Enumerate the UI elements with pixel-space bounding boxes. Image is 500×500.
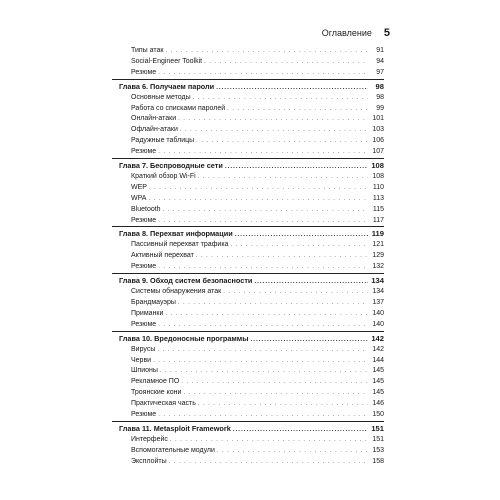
- running-header: [112, 27, 390, 39]
- toc-page-number: 110: [372, 183, 384, 191]
- toc-page-number: 140: [372, 309, 384, 317]
- toc-entry-row[interactable]: [112, 309, 384, 320]
- dot-leader: [158, 68, 368, 79]
- toc-entry-row[interactable]: [112, 345, 384, 356]
- toc-page-number: 134: [371, 276, 384, 286]
- dot-leader: [158, 147, 368, 158]
- toc-entry-row[interactable]: [112, 366, 384, 377]
- toc-entry-row[interactable]: [112, 388, 384, 399]
- table-of-contents: [112, 46, 384, 468]
- dot-leader: [196, 251, 368, 262]
- toc-entry-row[interactable]: [112, 194, 384, 205]
- toc-entry-title: Онлайн-атаки: [131, 115, 177, 123]
- toc-entry-title: Резюме: [131, 411, 157, 419]
- toc-entry-title: Эксплойты: [131, 457, 167, 465]
- toc-entry-title: Радужные таблицы: [131, 137, 195, 145]
- toc-page-number: 142: [372, 345, 384, 353]
- toc-entry-row[interactable]: [112, 147, 384, 158]
- dot-leader: [181, 377, 368, 388]
- toc-entry-title: Social-Engineer Toolkit: [131, 57, 203, 65]
- toc-chapter-row[interactable]: [112, 159, 384, 172]
- dot-leader: [157, 345, 368, 356]
- toc-chapter-row[interactable]: [112, 422, 384, 435]
- toc-page-number: 150: [372, 411, 384, 419]
- toc-entry-row[interactable]: [112, 68, 384, 79]
- toc-entry-title: Рекламное ПО: [131, 378, 180, 386]
- toc-entry-row[interactable]: [112, 446, 384, 457]
- toc-chapter-row[interactable]: [112, 80, 384, 93]
- toc-chapter-title: Глава 8. Перехват информации: [119, 229, 233, 239]
- toc-page-number: 115: [372, 205, 384, 213]
- dot-leader: [204, 57, 368, 68]
- toc-entry-title: Работа со списками паролей: [131, 104, 226, 112]
- dot-leader: [198, 399, 368, 410]
- toc-page-number: 113: [372, 194, 384, 202]
- toc-page-number: 145: [372, 367, 384, 375]
- toc-chapter-row[interactable]: [112, 274, 384, 287]
- dot-leader: [230, 240, 368, 251]
- toc-entry-title: Вирусы: [131, 345, 156, 353]
- running-header-title: Оглавление: [321, 28, 372, 38]
- toc-page-number: 98: [376, 93, 384, 101]
- dot-leader: [158, 216, 368, 227]
- toc-page-number: 117: [372, 216, 384, 224]
- toc-entry-row[interactable]: [112, 399, 384, 410]
- dot-leader: [198, 172, 368, 183]
- toc-entry-row[interactable]: [112, 57, 384, 68]
- toc-page-number: 121: [372, 241, 384, 249]
- dot-leader: [196, 136, 368, 147]
- dot-leader: [169, 457, 368, 468]
- dot-leader: [153, 356, 368, 367]
- dot-leader: [149, 183, 368, 194]
- toc-page-number: 129: [372, 252, 384, 260]
- toc-entry-title: Офлайн-атаки: [131, 126, 178, 134]
- dot-leader: [163, 205, 368, 216]
- toc-entry-row[interactable]: [112, 183, 384, 194]
- toc-page-number: 134: [372, 288, 384, 296]
- toc-chapter-title: Глава 7. Беспроводные сети: [119, 161, 223, 171]
- toc-page-number: 145: [372, 378, 384, 386]
- toc-page-number: 106: [372, 137, 384, 145]
- toc-page-number: 158: [372, 457, 384, 465]
- dot-leader: [148, 194, 368, 205]
- toc-page-number: 91: [376, 47, 384, 54]
- toc-entry-title: Шпионы: [131, 367, 158, 375]
- toc-entry-row[interactable]: [112, 262, 384, 273]
- dot-leader: [193, 93, 368, 104]
- toc-page-number: 151: [371, 423, 384, 433]
- toc-entry-row[interactable]: [112, 205, 384, 216]
- toc-entry-title: Резюме: [131, 148, 157, 156]
- dot-leader: [180, 125, 368, 136]
- toc-entry-title: Основные методы: [131, 93, 191, 101]
- toc-page-number: 97: [376, 68, 384, 76]
- toc-entry-title: Системы обнаружения атак: [131, 288, 222, 296]
- page-number: 5: [383, 27, 390, 39]
- toc-entry-title: Bluetooth: [131, 205, 161, 213]
- toc-entry-row[interactable]: [112, 104, 384, 115]
- toc-page-number: 119: [371, 229, 384, 239]
- toc-page-number: 153: [372, 446, 384, 454]
- toc-entry-title: Вспомогательные модули: [131, 446, 215, 454]
- toc-entry-row[interactable]: [112, 251, 384, 262]
- toc-entry-title: Троянские кони: [131, 389, 182, 397]
- toc-entry-row[interactable]: [112, 377, 384, 388]
- toc-entry-row[interactable]: [112, 356, 384, 367]
- toc-page-number: 140: [372, 320, 384, 328]
- toc-page-number: 98: [375, 81, 384, 91]
- toc-entry-row[interactable]: [112, 287, 384, 298]
- toc-chapter-title: Глава 9. Обход систем безопасности: [119, 276, 253, 286]
- toc-chapter-title: Глава 11. Metasploit Framework: [119, 423, 231, 433]
- toc-entry-title: Брандмауэры: [131, 299, 176, 307]
- toc-entry-title: Интерфейс: [131, 435, 168, 443]
- dot-leader: [165, 309, 368, 320]
- dot-leader: [227, 104, 368, 115]
- toc-entry-title: Резюме: [131, 216, 157, 224]
- toc-entry-row[interactable]: [112, 114, 384, 125]
- toc-entry-row[interactable]: [112, 410, 384, 421]
- toc-page-number: 99: [376, 104, 384, 112]
- toc-entry-row[interactable]: [112, 125, 384, 136]
- toc-page-number: 145: [372, 389, 384, 397]
- toc-entry-row[interactable]: [112, 136, 384, 147]
- toc-entry-row[interactable]: [112, 435, 384, 446]
- toc-page-number: 151: [372, 435, 384, 443]
- toc-entry-title: Черви: [131, 356, 152, 364]
- toc-page-number: 108: [371, 161, 384, 171]
- dot-leader: [223, 287, 368, 298]
- toc-entry-title: Приманки: [131, 309, 164, 317]
- toc-entry-title: Резюме: [131, 320, 157, 328]
- toc-entry-row[interactable]: [112, 216, 384, 227]
- toc-page-number: 108: [372, 173, 384, 181]
- toc-page-number: 101: [372, 115, 384, 123]
- toc-entry-title: Пассивный перехват трафика: [131, 241, 229, 249]
- toc-entry-row[interactable]: [112, 172, 384, 183]
- dot-leader: [178, 298, 368, 309]
- toc-page-number: 103: [372, 126, 384, 134]
- toc-chapter-title: Глава 10. Вредоносные программы: [119, 333, 249, 343]
- toc-entry-row[interactable]: [112, 93, 384, 104]
- toc-page-number: 146: [372, 400, 384, 408]
- toc-entry-title: Типы атак: [131, 47, 164, 54]
- toc-page-number: 132: [372, 263, 384, 271]
- toc-entry-title: WEP: [131, 183, 147, 191]
- dot-leader: [158, 262, 368, 273]
- toc-page-number: 107: [372, 148, 384, 156]
- dot-leader: [158, 320, 368, 331]
- dot-leader: [170, 435, 368, 446]
- toc-entry-title: Резюме: [131, 263, 157, 271]
- dot-leader: [178, 114, 368, 125]
- dot-leader: [217, 446, 368, 457]
- dot-leader: [160, 366, 368, 377]
- toc-entry-row[interactable]: [112, 298, 384, 309]
- toc-page-number: 142: [371, 333, 384, 343]
- toc-page-number: 94: [376, 57, 384, 65]
- toc-entry-row[interactable]: [112, 320, 384, 331]
- toc-page-number: 144: [372, 356, 384, 364]
- toc-chapter-row[interactable]: [112, 227, 384, 240]
- toc-entry-row[interactable]: [112, 240, 384, 251]
- toc-entry-title: Краткий обзор Wi-Fi: [131, 173, 196, 181]
- toc-entry-row[interactable]: [112, 46, 384, 57]
- dot-leader: [183, 388, 368, 399]
- toc-page-number: 137: [372, 299, 384, 307]
- toc-entry-title: WPA: [131, 194, 147, 202]
- toc-entry-title: Активный перехват: [131, 252, 194, 260]
- dot-leader: [165, 46, 368, 57]
- toc-entry-row[interactable]: [112, 457, 384, 468]
- dot-leader: [158, 410, 368, 421]
- toc-entry-title: Резюме: [131, 68, 157, 76]
- toc-entry-title: Практическая часть: [131, 400, 196, 408]
- toc-chapter-title: Глава 6. Получаем пароли: [119, 81, 215, 91]
- toc-chapter-row[interactable]: [112, 332, 384, 345]
